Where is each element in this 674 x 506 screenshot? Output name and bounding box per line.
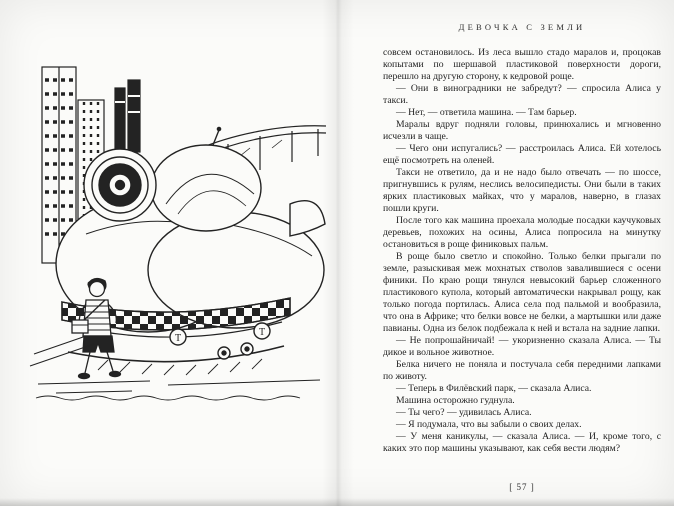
paragraph: — Не попрошайничай! — укоризненно сказала Алиса. — Ты дикое и вольное животное. [383,335,661,358]
paragraph: — У меня каникулы, — сказала Алиса. — И, кроме того, с каких это пор машины указывают, как себя вести людям? [383,431,661,454]
paragraph: После того как машина проехала молодые посадки каучуковых деревьев, похожих на осины, Алиса попросила на минутку остановиться в роще финиковых пальм. [383,215,661,250]
taxi-sign [170,329,186,345]
running-head: ДЕВОЧКА С ЗЕМЛИ [458,22,586,32]
tail-fin-icon [290,201,325,236]
taxi-letter-rear: T [258,327,266,338]
shoulder-bag-icon [72,320,88,333]
paragraph: Такси не ответило, да и не надо было отвечать — по шоссе, пригнувшись к рулям, неслись велосипедисты. Они были в таких ярких пластиковых майках, что у маралов, наверно, в глазах пошли круги. [383,167,661,214]
paragraph: — Теперь в Филёвский парк, — сказала Алиса. [396,383,592,394]
illustration [28,52,328,402]
right-page [337,0,674,506]
paragraph: Машина осторожно гуднула. [396,395,515,406]
paragraph: В роще было светло и спокойно. Только белки прыгали по земле, разыскивая меж мохнатых стволов завалившиеся с осени финики. По краю рощи тянулся невысокий барьер сложенного пластикового купола, который автоматически накрывал рощу, как только погода портилась. Алиса села под пальмой и вообразила, что она в Африке; что белки вовсе не белки, а мартышки или даже павианы. Одна из белок подбежала к ней и встала на задние лапки. [383,251,661,334]
paragraph: — Ты чего? — удивилась Алиса. [396,407,532,418]
paragraph: Маралы вдруг подняли головы, принюхались и мгновенно исчезли в чаще. [383,119,661,142]
taxi-sign-rear [254,323,270,339]
road [30,336,320,400]
paragraph: Белка ничего не поняла и постучала себя передними лапками по животу. [383,359,661,382]
canopy-dome-icon [151,127,261,231]
page-number: [ 57 ] [509,482,535,492]
paragraph: — Чего они испугались? — расстроилась Алиса. Ей хотелось ещё посмотреть на оленей. [383,143,661,166]
chimneys-icon [115,80,140,152]
paragraph: — Нет, — ответила машина. — Там барьер. [396,107,577,118]
taxi-letter: T [174,333,182,344]
headlight-icon [84,149,156,221]
paragraph: — Они в виноградники не забредут? — спросила Алиса у такси. [383,83,661,106]
paragraph: совсем остановилось. Из леса вышло стадо маралов и, процокав копытами по шершавой пластиковой поверхности дороги, перешло на другую сторону, к кедровой роще. [383,47,661,82]
paragraph: — Я подумала, что вы забыли о своих делах. [396,419,582,430]
text-block [383,47,661,455]
